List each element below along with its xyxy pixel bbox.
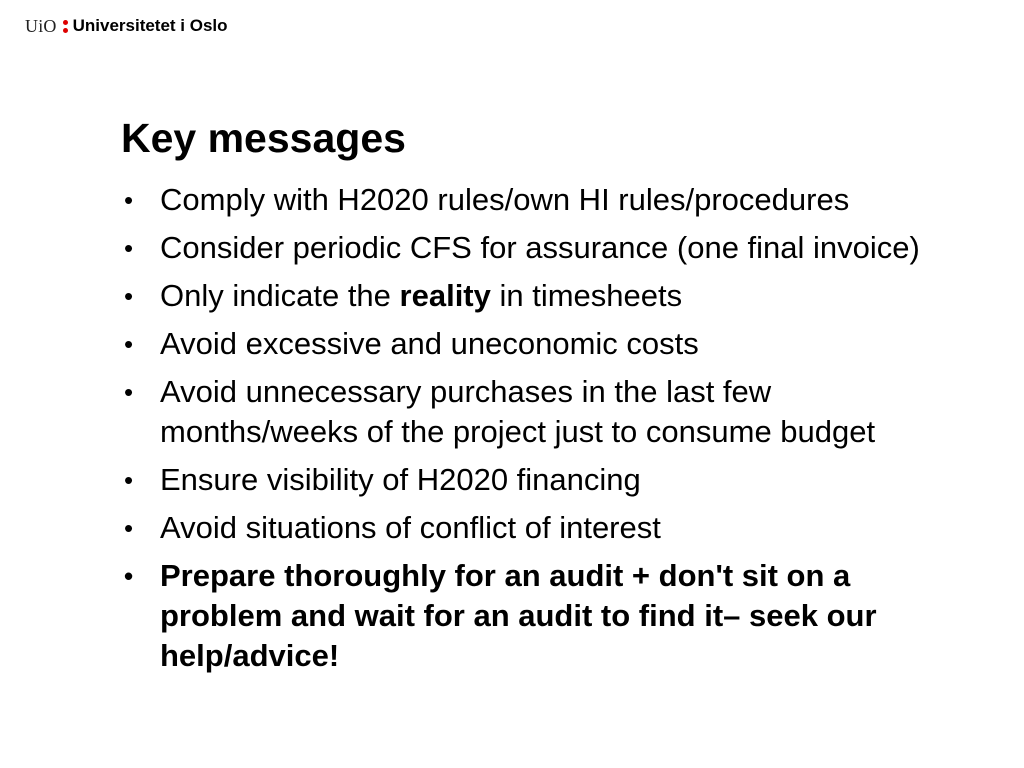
university-logo — [25, 15, 228, 37]
bullet-list — [121, 180, 961, 684]
bullet-text-post: in timesheets — [490, 278, 683, 313]
logo-university-name: Universitetet i Oslo — [72, 16, 228, 35]
bullet-text-emphasis: reality — [399, 278, 491, 313]
bullet-icon: • — [124, 185, 134, 215]
bullet-text: Consider periodic CFS for assurance (one final invoice) — [160, 230, 920, 265]
bullet-text: Comply with H2020 rules/own HI rules/procedures — [160, 182, 850, 217]
bullet-text: Avoid unnecessary purchases in the last few months/weeks of the project just to consume budget — [160, 374, 876, 449]
bullet-icon: • — [124, 281, 134, 311]
bullet-icon: • — [124, 233, 134, 263]
bullet-item-comply — [121, 180, 961, 220]
bullet-icon: • — [124, 465, 134, 495]
bullet-icon: • — [124, 513, 134, 543]
bullet-item-timesheets — [121, 276, 961, 316]
bullet-text: Avoid excessive and uneconomic costs — [160, 326, 699, 361]
bullet-text-pre: Only indicate the — [160, 278, 400, 313]
bullet-item-purchases — [121, 372, 961, 452]
bullet-text: Avoid situations of conflict of interest — [160, 510, 661, 545]
bullet-text: Ensure visibility of H2020 financing — [160, 462, 641, 497]
bullet-item-cfs — [121, 228, 961, 268]
logo-uio-text: UiO — [25, 15, 57, 36]
bullet-icon: • — [124, 329, 134, 359]
bullet-text: Prepare thoroughly for an audit + don't sit on a problem and wait for an audit to find it– seek our help/advice! — [160, 558, 877, 673]
bullet-icon: • — [124, 561, 134, 591]
bullet-icon: • — [124, 377, 134, 407]
bullet-item-audit — [121, 556, 961, 676]
bullet-item-visibility — [121, 460, 961, 500]
bullet-item-excessive-costs — [121, 324, 961, 364]
slide-title: Key messages — [121, 115, 406, 161]
logo-dots-icon — [63, 20, 68, 33]
bullet-item-conflict — [121, 508, 961, 548]
